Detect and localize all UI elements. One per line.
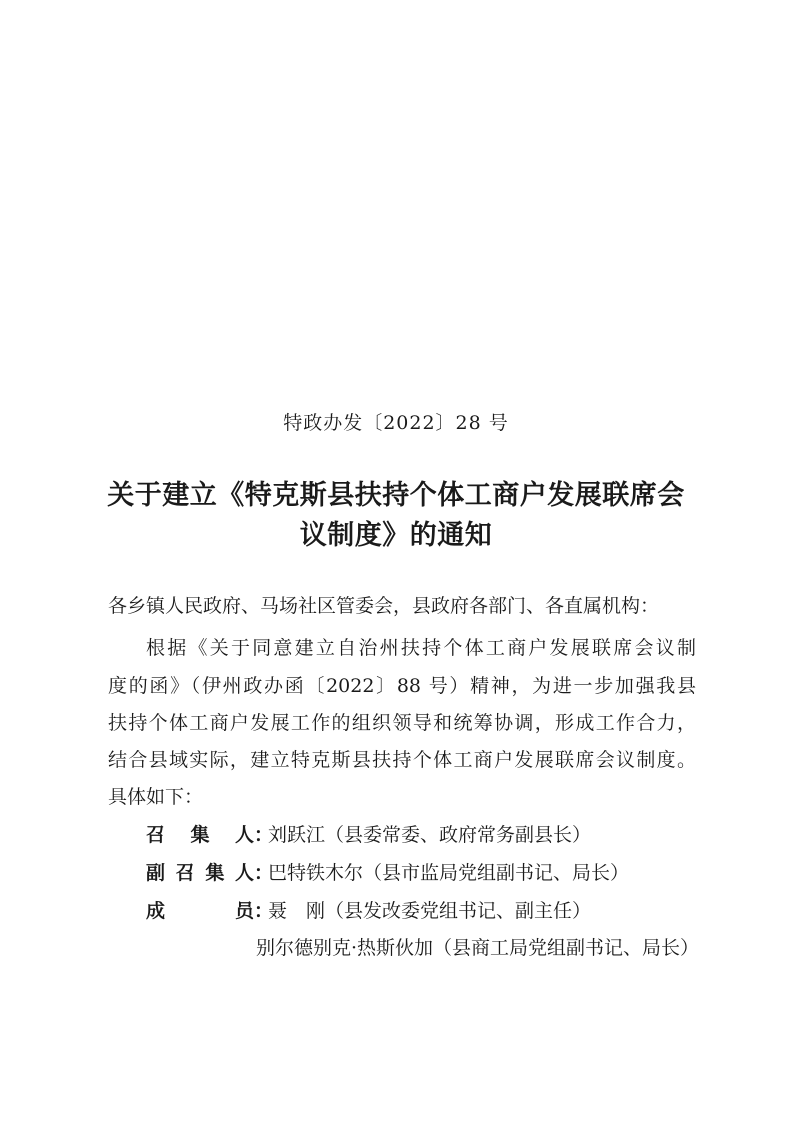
paragraph-line-5: 具体如下： (108, 786, 204, 808)
member-role: 成员 (146, 900, 254, 922)
paragraph-line-3: 扶持个体工商户发展工作的组织领导和统筹协调，形成工作合力， (108, 712, 696, 734)
member-row-convener (146, 820, 706, 850)
member-role: 副召集人 (146, 862, 254, 884)
member-text: 别尔德别克·热斯伙加（县商工局党组副书记、局长） (256, 937, 700, 959)
addressee: 各乡镇人民政府、马场社区管委会，县政府各部门、各直属机构： (108, 595, 660, 617)
member-text: 巴特铁木尔（县市监局党组副书记、局长） (268, 862, 630, 884)
paragraph-line-1: 根据《关于同意建立自治州扶持个体工商户发展联席会议制 (146, 637, 696, 659)
title-line-2: 议制度》的通知 (299, 520, 493, 551)
member-colon: ： (254, 862, 274, 884)
member-colon: ： (254, 900, 274, 922)
paragraph-line-4: 结合县域实际，建立特克斯县扶持个体工商户发展联席会议制度。 (108, 749, 696, 771)
document-number: 特政办发〔2022〕28 号 (283, 412, 509, 434)
member-row-member-continued (256, 933, 792, 963)
member-row-member (146, 896, 706, 926)
member-colon: ： (254, 824, 274, 846)
member-role: 召集人 (146, 824, 254, 846)
title-line-1: 关于建立《特克斯县扶持个体工商户发展联席会 (107, 480, 685, 511)
member-row-deputy-convener (146, 858, 706, 888)
member-text: 聂 刚（县发改委党组书记、副主任） (268, 900, 592, 922)
paragraph-line-2: 度的函》（伊州政办函〔2022〕88 号）精神，为进一步加强我县 (108, 675, 696, 697)
member-text: 刘跃江（县委常委、政府常务副县长） (268, 824, 592, 846)
document-title (90, 476, 702, 556)
